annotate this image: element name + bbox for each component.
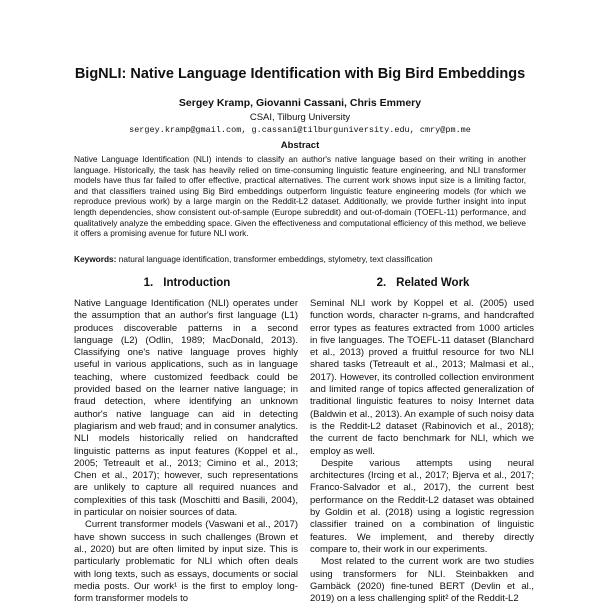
intro-paragraph-1: Native Language Identification (NLI) operates under the assumption that an author's first language (L1) produces discoverable patterns in a second language (L2) (Odlin, 1989; MacDonald, 2013). Classifying one's native language proves highly useful in various applications, such as in language teaching, where customized feedback could be provided based on the learner native language; in fraud detection, where identifying an unknown author's native language can aid in detecting plagiarism and web fraud; and in consumer analytics. NLI models historically relied on handcrafted linguistic patterns as input features (Koppel et al., 2005; Tetreault et al., 2013; Cimino et al., 2013; Chen et al., 2017); however, such representations are unlikely to capture all required nuances and complexities of this task (Moschitti and Basili, 2004), in particular on noisier sources of data. (74, 298, 298, 519)
right-column (310, 298, 534, 605)
related-paragraph-2: Despite various attempts using neural architectures (Ircing et al., 2017; Bjerva et al., 2017; Franco-Salvador et al., 2017), the current best performance on the Reddit-L2 dataset was obtained by Goldin et al. (2018) using a logistic regression classifier trained on a combination of linguistic features. We implement, and thereby directly compare to, their work in our experiments. (310, 457, 534, 555)
related-paragraph-3: Most related to the current work are two studies using transformers for NLI. Steinbakken and Gambäck (2020) fine-tuned BERT (Devlin et al., 2019) on a less challenging split² of the Reddit-L2 (310, 556, 534, 605)
related-paragraph-1: Seminal NLI work by Koppel et al. (2005) used function words, character n-grams, and handcrafted error types as features extracted from 1000 articles in five languages. The TOEFL-11 dataset (Blanchard et al., 2013) proved a fruitful resource for two NLI shared tasks (Tetreault et al., 2013; Malmasi et al., 2017). However, its controlled collection environment and limited range of topics affected generalization of traditional linguistic features to noisy Internet data (Baldwin et al., 2013). An example of such noisy data is the Reddit-L2 dataset (Rabinovich et al., 2018); the current de facto benchmark for NLI, which we employ as well. (310, 298, 534, 457)
intro-paragraph-2: Current transformer models (Vaswani et al., 2017) have shown success in such challenges (Brown et al., 2020) but are often limited by input size. This is particularly problematic for NLI which often deals with long texts, such as essays, documents or social media posts. Our work¹ is the first to employ long-form transformer models to (74, 519, 298, 605)
paper-emails: sergey.kramp@gmail.com, g.cassani@tilburguniversity.edu, cmry@pm.me (129, 125, 471, 135)
paper-affiliation: CSAI, Tilburg University (249, 112, 351, 123)
section-heading-introduction (74, 277, 300, 289)
paper-title: BigNLI: Native Language Identification with Big Bird Embeddings (74, 66, 526, 82)
section-number: 2. (376, 277, 387, 289)
section-number: 1. (143, 277, 154, 289)
section-title: Introduction (163, 277, 231, 289)
abstract-text: Native Language Identification (NLI) intends to classify an author's native language based on their writing in another language. Historically, the task has heavily relied on time-consuming linguistic feature engineering, and NLI transformer models have thus far failed to offer effective, practical alternatives. The current work shows input size is a limiting factor, and that classifiers trained using Big Bird embeddings outperform linguistic feature engineering models (for which we reproduce previous work) by a large margin on the Reddit-L2 dataset. Additionally, we provide further insight into input length dependencies, show consistent out-of-sample (Europe subreddit) and out-of-domain (TOEFL-11) performance, and qualitatively analyze the embedding space. Given the effectiveness and computational efficiency of this method, we believe it offers a promising avenue for future NLI work. (74, 154, 526, 239)
abstract-heading: Abstract (280, 140, 320, 151)
section-heading-related-work (310, 277, 536, 289)
section-title: Related Work (396, 277, 470, 289)
keywords-label: Keywords: (74, 254, 117, 264)
keywords-line (74, 254, 544, 265)
keywords-text: natural language identification, transformer embeddings, stylometry, text classification (118, 254, 433, 264)
paper-authors: Sergey Kramp, Giovanni Cassani, Chris Emmery (178, 97, 422, 109)
left-column (74, 298, 298, 605)
